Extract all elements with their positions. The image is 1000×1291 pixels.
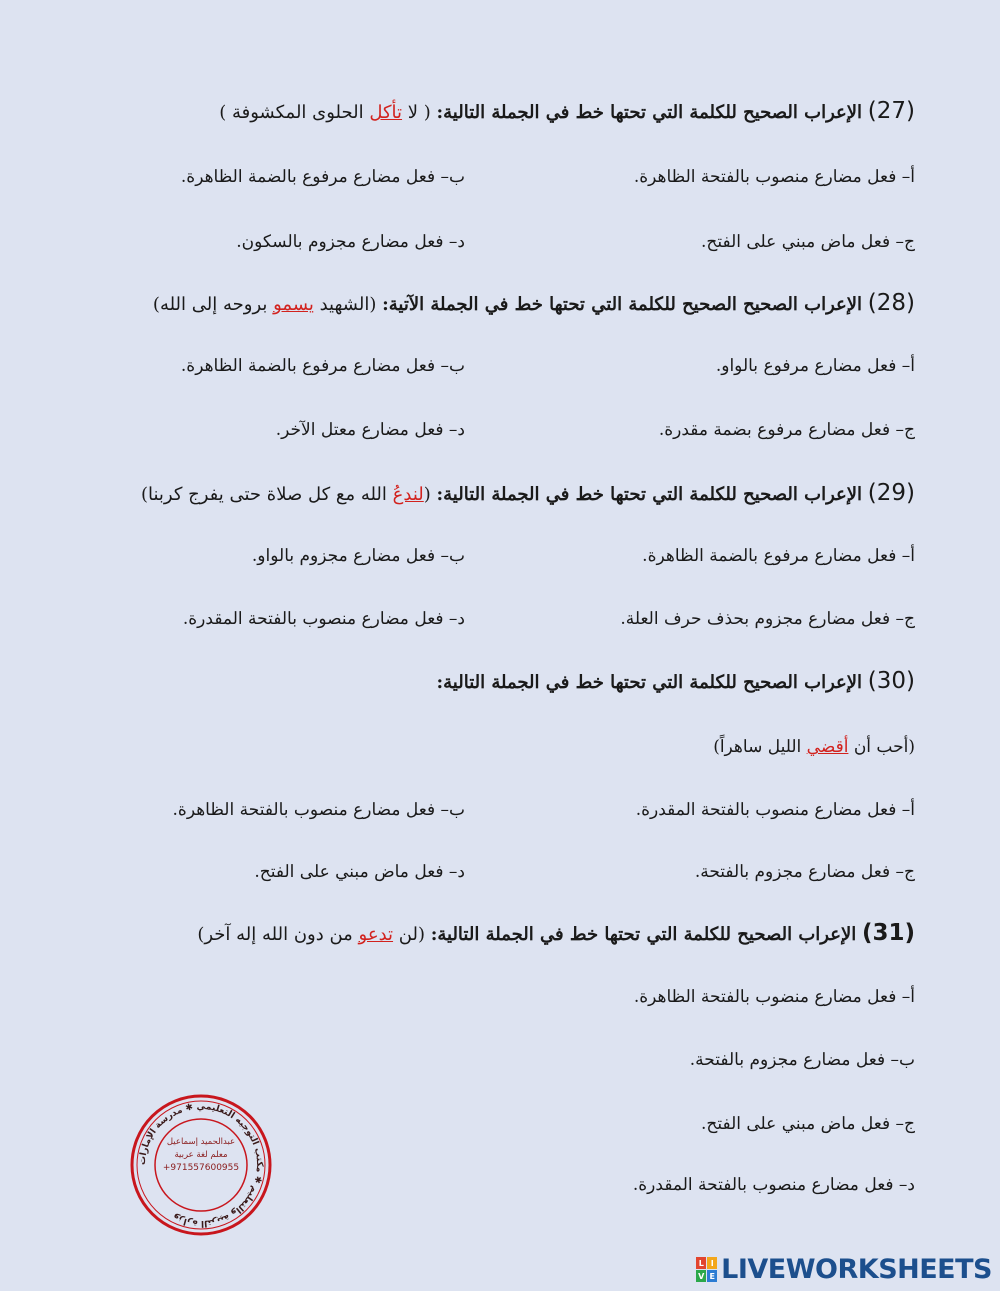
teacher-stamp [130, 1094, 272, 1236]
stamp-inner-text [150, 1136, 252, 1175]
svg-text:وزارة التربية والتعليم ✱ مكتب: وزارة التربية والتعليم ✱ مكتب التوجيه التعليمي ✱ مدرسة الإمارات [137, 1101, 265, 1229]
question-stem: الإعراب الصحيح للكلمة التي تحتها خط في الجملة التالية: [436, 102, 863, 123]
question-sentence: (لن تدعو من دون الله إله آخر) [197, 924, 425, 945]
option-d[interactable]: د– فعل مضارع معتل الآخر. [275, 420, 465, 440]
option-a[interactable]: أ– فعل مضارع مرفوع بالضمة الظاهرة. [642, 546, 915, 566]
question-number: (28) [867, 290, 915, 316]
underlined-word: لندعُ [392, 484, 424, 505]
question-sentence: (الشهيد يسمو بروحه إلى الله) [152, 294, 377, 315]
question-30-heading [437, 666, 915, 698]
question-stem: الإعراب الصحيح للكلمة التي تحتها خط في الجملة التالية: [430, 924, 857, 945]
option-b[interactable]: ب– فعل مضارع مرفوع بالضمة الظاهرة. [180, 167, 465, 187]
question-stem: الإعراب الصحيح للكلمة التي تحتها خط في الجملة التالية: [436, 672, 863, 693]
option-b[interactable]: ب– فعل مضارع مرفوع بالضمة الظاهرة. [180, 356, 465, 376]
question-28-heading [153, 288, 915, 320]
svg-text:L: L [698, 1258, 704, 1268]
question-stem: الإعراب الصحيح الصحيح للكلمة التي تحتها خط في الجملة الآتية: [382, 294, 863, 315]
option-c[interactable]: ج– فعل مضارع مرفوع بضمة مقدرة. [658, 420, 915, 440]
underlined-word: تأكل [369, 102, 403, 123]
stamp-role: معلم لغة عربية [174, 1150, 228, 1160]
option-d[interactable]: د– فعل مضارع مجزوم بالسكون. [236, 232, 465, 252]
question-stem: الإعراب الصحيح للكلمة التي تحتها خط في الجملة التالية: [436, 484, 863, 505]
option-d[interactable]: د– فعل مضارع منصوب بالفتحة المقدرة. [632, 1175, 915, 1195]
option-a[interactable]: أ– فعل مضارع منصوب بالفتحة الظاهرة. [633, 167, 915, 187]
question-sentence: (لندعُ الله مع كل صلاة حتى يفرج كربنا) [140, 484, 431, 505]
question-number: (29) [867, 480, 915, 506]
option-a[interactable]: أ– فعل مضارع منضوب بالفتحة الظاهرة. [633, 987, 915, 1007]
option-c[interactable]: ج– فعل ماض مبني على الفتح. [700, 232, 915, 252]
svg-text:E: E [709, 1271, 715, 1281]
option-b[interactable]: ب– فعل مضارع مجزوم بالواو. [251, 546, 465, 566]
option-d[interactable]: د– فعل ماض مبني على الفتح. [254, 862, 465, 882]
option-c[interactable]: ج– فعل ماض مبني على الفتح. [700, 1114, 915, 1134]
question-31-heading [197, 918, 915, 950]
liveworksheets-logo[interactable] [696, 1254, 992, 1285]
stamp-phone: +971557600955 [162, 1163, 240, 1173]
svg-text:I: I [710, 1258, 714, 1268]
underlined-word: يسمو [273, 294, 314, 315]
underlined-word: أقضي [806, 737, 849, 757]
option-c[interactable]: ج– فعل مضارع مجزوم بحذف حرف العلة. [620, 609, 915, 629]
question-number: (30) [867, 668, 915, 694]
option-a[interactable]: أ– فعل مضارع منصوب بالفتحة المقدرة. [635, 800, 915, 820]
question-sentence: (أحب أن أقضي الليل ساهراً) [713, 737, 915, 757]
liveworksheets-icon [696, 1257, 718, 1283]
question-number: (27) [867, 98, 915, 124]
option-c[interactable]: ج– فعل مضارع مجزوم بالفتحة. [694, 862, 915, 882]
question-sentence: ( لا تأكل الحلوى المكشوفة ) [219, 102, 431, 123]
option-b[interactable]: ب– فعل مضارع مجزوم بالفتحة. [689, 1050, 915, 1070]
question-29-heading [141, 478, 915, 510]
question-27-heading [219, 96, 915, 128]
svg-text:V: V [698, 1271, 705, 1281]
option-d[interactable]: د– فعل مضارع منصوب بالفتحة المقدرة. [182, 609, 465, 629]
option-b[interactable]: ب– فعل مضارع منصوب بالفتحة الظاهرة. [172, 800, 465, 820]
option-a[interactable]: أ– فعل مضارع مرفوع بالواو. [715, 356, 915, 376]
underlined-word: تدعو [358, 924, 394, 945]
brand-name: LIVEWORKSHEETS [721, 1254, 992, 1285]
stamp-name: عبدالحميد إسماعيل [166, 1137, 236, 1147]
question-number: (31) [861, 920, 915, 946]
